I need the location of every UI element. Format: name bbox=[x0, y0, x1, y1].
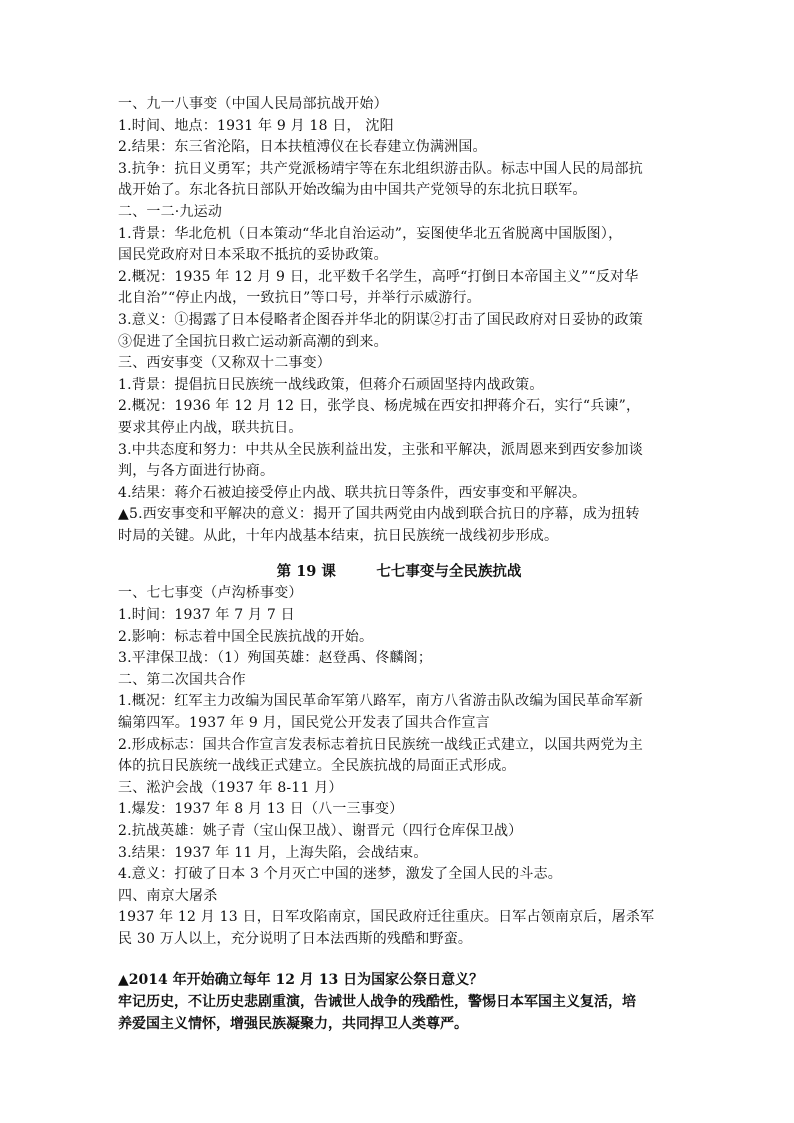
text-line: 国民党政府对日本采取不抵抗的妥协政策。 bbox=[118, 247, 388, 264]
text-line: 时局的关键。从此，十年内战基本结束，抗日民族统一战线初步形成。 bbox=[118, 527, 559, 544]
text-line: 民 30 万人以上，充分说明了日本法西斯的残酷和野蛮。 bbox=[118, 930, 473, 947]
text-line: 4.意义：打破了日本 3 个月灭亡中国的迷梦，激发了全国人民的斗志。 bbox=[118, 866, 562, 883]
text-line: 3.中共态度和努力：中共从全民族利益出发，主张和平解决，派周恩来到西安参加谈 bbox=[118, 441, 643, 458]
text-line: 编第四军。1937 年 9 月，国民党公开发表了国共合作宣言 bbox=[118, 715, 490, 732]
text-line: 2.抗战英雄：姚子青（宝山保卫战）、谢晋元（四行仓库保卫战） bbox=[118, 823, 523, 839]
lesson-title: 第 19 课 七七事变与全民族抗战 bbox=[276, 563, 522, 581]
document-page bbox=[118, 94, 686, 1035]
spacer bbox=[118, 951, 686, 969]
text-line: 1937 年 12 月 13 日，日军攻陷南京，国民政府迁往重庆。日军占领南京后，屠杀军 bbox=[118, 909, 655, 926]
text-line: 2.形成标志：国共合作宣言发表标志着抗日民族统一战线正式建立，以国共两党为主 bbox=[118, 736, 643, 753]
text-line: 1.时间、地点：1931 年 9 月 18 日， 沈阳 bbox=[118, 117, 394, 134]
text-line: 二、一二·九运动 bbox=[118, 203, 223, 220]
text-line: 4.结果：蒋介石被迫接受停止内战、联共抗日等条件，西安事变和平解决。 bbox=[118, 484, 587, 501]
text-line: ▲5.西安事变和平解决的意义：揭开了国共两党由内战到联合抗日的序幕，成为扭转 bbox=[118, 506, 640, 523]
question-line: ▲2014 年开始确立每年 12 月 13 日为国家公祭日意义？ bbox=[118, 971, 484, 988]
text-line: 2.概况：1936 年 12 月 12 日，张学良、杨虎城在西安扣押蒋介石，实行“兵谏”， bbox=[118, 398, 641, 415]
text-line: 1.爆发：1937 年 8 月 13 日（八一三事变） bbox=[118, 801, 404, 818]
text-line: 3.结果：1937 年 11 月，上海失陷，会战结束。 bbox=[118, 844, 428, 861]
section-memorial-day bbox=[118, 969, 686, 1035]
text-line: 2.影响：标志着中国全民族抗战的开始。 bbox=[118, 628, 374, 645]
text-line: 三、淞沪会战（1937 年 8-11 月） bbox=[118, 779, 343, 796]
text-line: ③促进了全国抗日救亡运动新高潮的到来。 bbox=[118, 333, 388, 350]
text-line: 体的抗日民族统一战线正式建立。全民族抗战的局面正式形成。 bbox=[118, 758, 516, 775]
section-early-resistance bbox=[118, 94, 686, 547]
text-line: 2.结果：东三省沦陷，日本扶植溥仪在长春建立伪满洲国。 bbox=[118, 139, 487, 156]
text-line: 1.背景：提倡抗日民族统一战线政策，但蒋介石顽固坚持内战政策。 bbox=[118, 376, 544, 393]
text-line: 3.抗争：抗日义勇军；共产党派杨靖宇等在东北组织游击队。标志中国人民的局部抗 bbox=[118, 160, 643, 177]
text-line: 一、七七事变（卢沟桥事变） bbox=[118, 585, 303, 602]
text-line: 北自治”“停止内战，一致抗日”等口号，并举行示威游行。 bbox=[118, 290, 481, 307]
text-line: 要求其停止内战，联共抗日。 bbox=[118, 419, 303, 436]
text-line: 3.平津保卫战：（1）殉国英雄：赵登禹、佟麟阁； bbox=[118, 650, 433, 667]
answer-line: 养爱国主义情怀，增强民族凝聚力，共同捍卫人类尊严。 bbox=[118, 1015, 468, 1032]
text-line: 一、九一八事变（中国人民局部抗战开始） bbox=[118, 96, 388, 112]
text-line: 二、第二次国共合作 bbox=[118, 671, 246, 688]
text-line: 1.背景：华北危机（日本策动“华北自治运动”，妄图使华北五省脱离中国版图）， bbox=[118, 225, 623, 242]
answer-line: 牢记历史，不让历史悲剧重演，告诫世人战争的残酷性，警惕日本军国主义复活，培 bbox=[118, 993, 636, 1010]
text-line: 2.概况：1935 年 12 月 9 日，北平数千名学生，高呼“打倒日本帝国主义”“反对华 bbox=[118, 268, 639, 285]
text-line: 3.意义：①揭露了日本侵略者企图吞并华北的阴谋②打击了国民政府对日妥协的政策 bbox=[118, 311, 643, 328]
text-line: 四、南京大屠杀 bbox=[118, 887, 218, 904]
text-line: 战开始了。东北各抗日部队开始改编为由中国共产党领导的东北抗日联军。 bbox=[118, 182, 587, 199]
text-line: 1.时间：1937 年 7 月 7 日 bbox=[118, 607, 295, 624]
section-lesson-19 bbox=[118, 583, 686, 950]
text-line: 判，与各方面进行协商。 bbox=[118, 463, 275, 480]
text-line: 三、西安事变（又称双十二事变） bbox=[118, 355, 331, 372]
text-line: 1.概况：红军主力改编为国民革命军第八路军，南方八省游击队改编为国民革命军新 bbox=[118, 693, 643, 710]
